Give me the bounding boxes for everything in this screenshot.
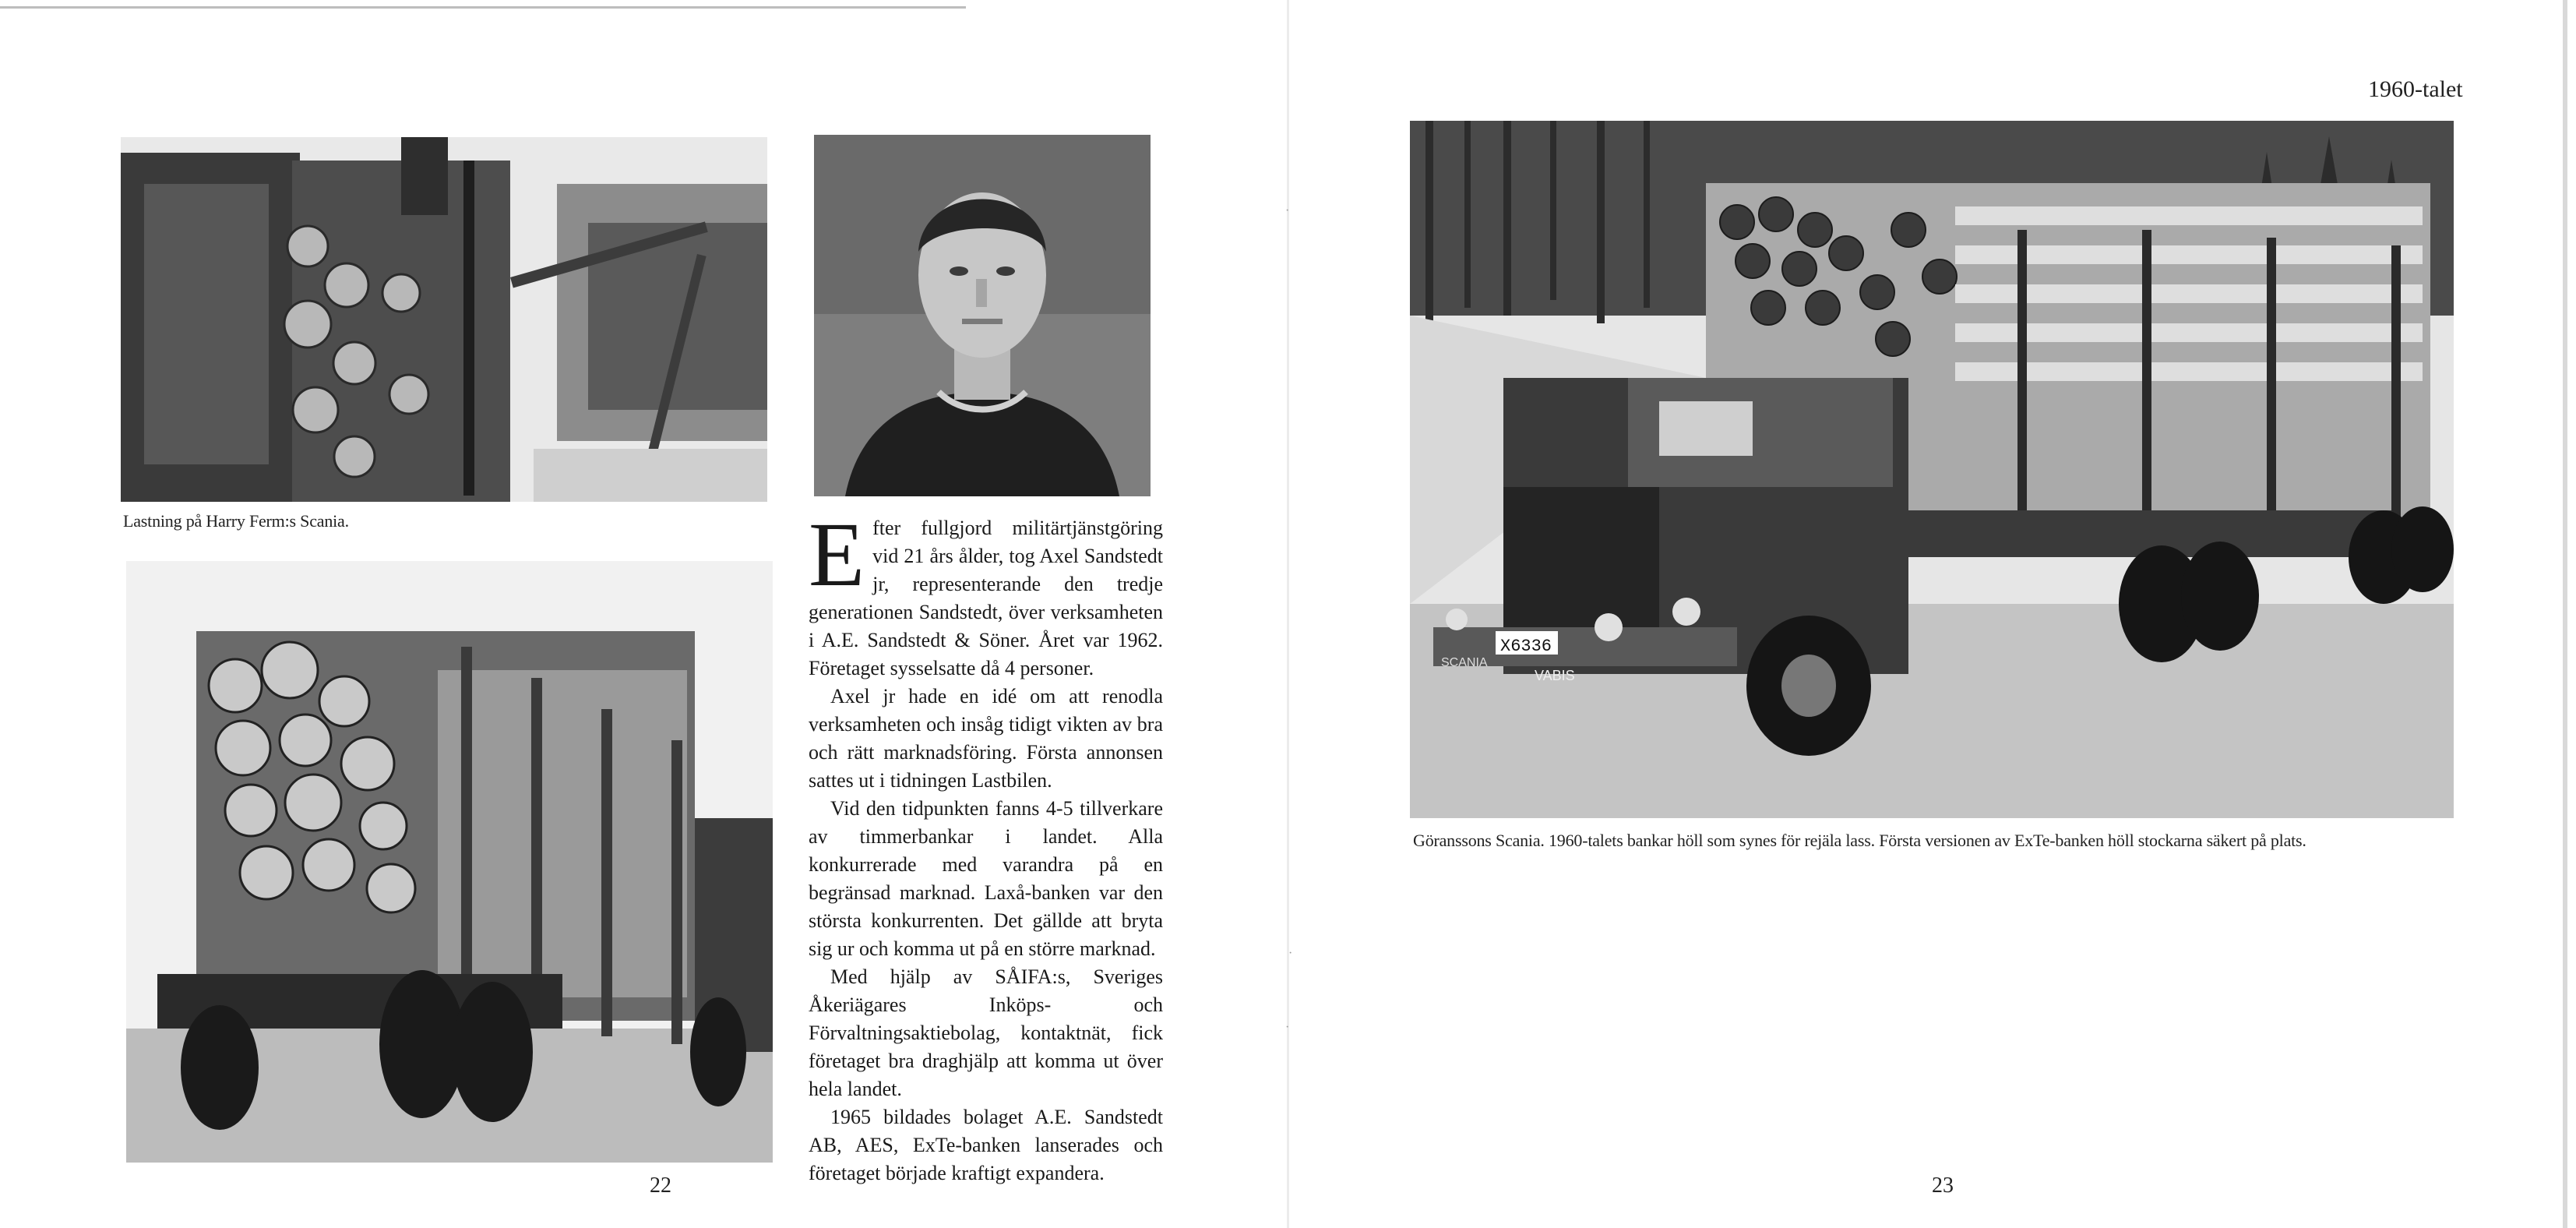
scan-edge-line (0, 6, 966, 9)
article-paragraph: fter fullgjord militärtjänstgöring vid 21 års ålder, tog Axel Sandstedt jr, representerande den tredje generationen Sandstedt, över verksamheten i A.E. Sandstedt & Söner. Året var 1962. Företaget sysselsatte då 4 personer. (809, 517, 1163, 679)
photo-portrait-axel-sandstedt (814, 135, 1151, 496)
article-paragraph: Axel jr hade en idé om att renodla verksamheten och insåg tidigt vikten av bra och rätt marknadsföring. Första annonsen sattes ut i tidningen Lastbilen. (809, 685, 1163, 792)
page-gutter (1287, 0, 1289, 1228)
page-number-right: 23 (1932, 1173, 1954, 1198)
photo-loading-timber (121, 137, 767, 502)
photo-loaded-truck (126, 561, 773, 1163)
photo-caption-goransson: Göranssons Scania. 1960-talets bankar höll som synes för rejäla lass. Första versionen av ExTe-banken höll stockarna säkert på plats. (1413, 831, 2306, 850)
photo-top-caption: Lastning på Harry Ferm:s Scania. (123, 511, 349, 531)
article-paragraph: 1965 bildades bolaget A.E. Sandstedt AB, AES, ExTe-banken lanserades och företaget började kraftigt expandera. (809, 1106, 1163, 1184)
truck-bumper-vabis: VABIS (1535, 668, 1575, 683)
truck-license-plate: X6336 (1500, 637, 1552, 656)
article-paragraph: Vid den tidpunkten fanns 4-5 tillverkare av timmerbankar i landet. Alla konkurrerade med varandra på en begränsad marknad. Laxå-banken var den största konkurrenten. Det gällde att bryta sig ur och komma ut på en större marknad. (809, 797, 1163, 960)
page-number-left: 22 (650, 1173, 671, 1198)
article-paragraph: Med hjälp av SÅIFA:s, Sveriges Åkeriägares Inköps- och Förvaltningsaktiebolag, kontaktnät, fick företaget bra draghjälp att komma ut över hela landet. (809, 965, 1163, 1100)
scan-speck: · (1285, 1021, 1290, 1034)
drop-cap: E (809, 503, 865, 605)
scan-speck: · (1288, 947, 1293, 960)
running-head: 1960-talet (2368, 76, 2463, 102)
truck-bumper-brand: SCANIA (1441, 656, 1488, 669)
article-text (809, 503, 1163, 1187)
scan-speck: · (1285, 204, 1290, 217)
photo-goransson-scania (1410, 121, 2454, 818)
page-edge (2563, 0, 2567, 1228)
